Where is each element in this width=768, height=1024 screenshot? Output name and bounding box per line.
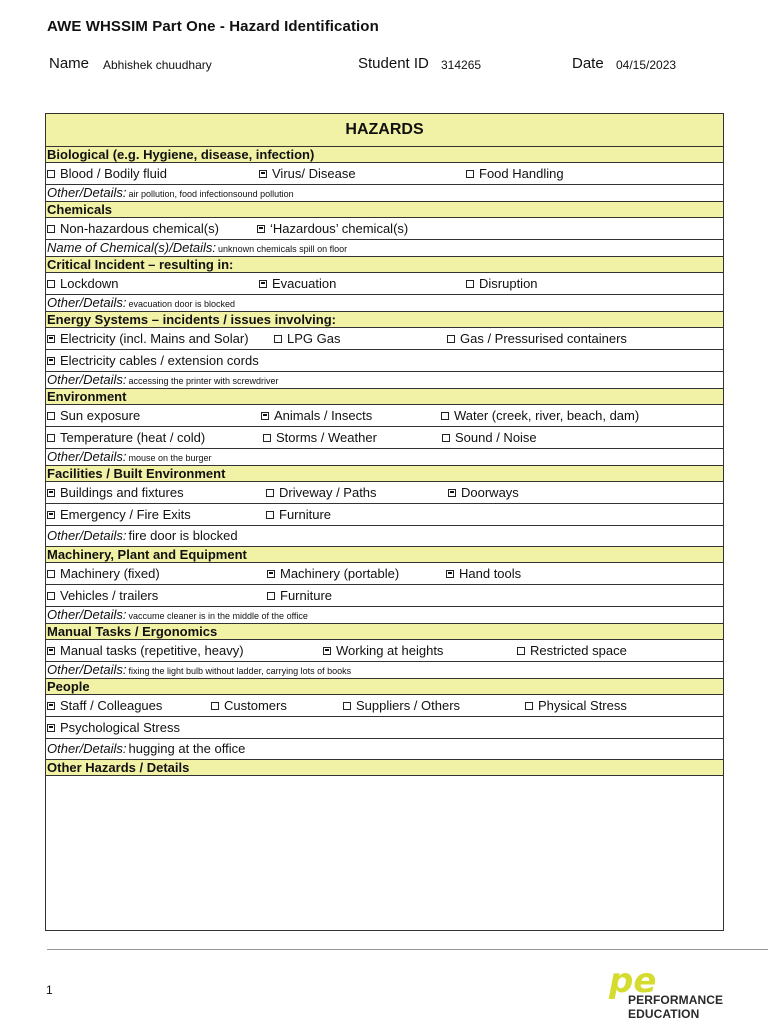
checkbox-checked-icon[interactable] — [47, 335, 55, 343]
category-header: Critical Incident – resulting in: — [46, 257, 723, 273]
details-label: Other/Details: — [47, 662, 127, 677]
options-row — [46, 717, 723, 739]
option-label: Psychological Stress — [60, 720, 180, 735]
category-header: Environment — [46, 389, 723, 405]
checkbox-unchecked-icon[interactable] — [442, 434, 450, 442]
details-value[interactable]: fixing the light bulb without ladder, carrying lots of books — [128, 666, 352, 676]
option-label: Animals / Insects — [274, 408, 373, 423]
hazard-option[interactable] — [47, 350, 259, 371]
date-label: Date — [572, 55, 604, 72]
checkbox-unchecked-icon[interactable] — [525, 702, 533, 710]
checkbox-checked-icon[interactable] — [323, 647, 331, 655]
details-label: Other/Details: — [47, 295, 127, 310]
option-label: Lockdown — [60, 276, 119, 291]
option-label: Evacuation — [272, 276, 337, 291]
category-header: Facilities / Built Environment — [46, 466, 723, 482]
option-label: Disruption — [479, 276, 538, 291]
hazard-option[interactable] — [266, 504, 331, 525]
checkbox-checked-icon[interactable] — [47, 357, 55, 365]
hazard-option[interactable] — [446, 563, 521, 584]
checkbox-unchecked-icon[interactable] — [47, 570, 55, 578]
svg-text:pe: pe — [609, 962, 657, 1001]
hazards-title: HAZARDS — [46, 114, 723, 147]
options-row — [46, 695, 723, 717]
hazard-option[interactable] — [47, 585, 158, 606]
checkbox-unchecked-icon[interactable] — [343, 702, 351, 710]
checkbox-checked-icon[interactable] — [259, 280, 267, 288]
checkbox-unchecked-icon[interactable] — [267, 592, 275, 600]
option-label: Manual tasks (repetitive, heavy) — [60, 643, 244, 658]
details-label: Other/Details: — [47, 449, 127, 464]
details-label: Other/Details: — [47, 528, 127, 543]
checkbox-checked-icon[interactable] — [47, 724, 55, 732]
page-number: 1 — [46, 983, 53, 997]
hazards-table — [45, 113, 724, 931]
category-header: Biological (e.g. Hygiene, disease, infection) — [46, 147, 723, 163]
option-label: Vehicles / trailers — [60, 588, 159, 603]
details-value[interactable]: vaccume cleaner is in the middle of the office — [128, 611, 308, 621]
option-label: Doorways — [461, 485, 519, 500]
checkbox-unchecked-icon[interactable] — [47, 225, 55, 233]
hazard-option[interactable] — [517, 640, 627, 661]
options-row — [46, 218, 723, 240]
option-label: Restricted space — [530, 643, 627, 658]
hazard-option[interactable] — [447, 328, 627, 349]
hazard-option[interactable] — [343, 695, 460, 716]
checkbox-unchecked-icon[interactable] — [447, 335, 455, 343]
checkbox-checked-icon[interactable] — [259, 170, 267, 178]
hazard-option[interactable] — [47, 273, 119, 294]
details-value[interactable]: mouse on the burger — [128, 453, 212, 463]
details-row — [46, 372, 723, 389]
options-row — [46, 405, 723, 427]
performance-education-logo — [605, 962, 725, 1022]
hazard-option[interactable] — [47, 640, 244, 661]
option-label: Water (creek, river, beach, dam) — [454, 408, 640, 423]
checkbox-unchecked-icon[interactable] — [47, 592, 55, 600]
checkbox-unchecked-icon[interactable] — [466, 170, 474, 178]
student-id-value[interactable]: 314265 — [441, 58, 482, 72]
hazard-option[interactable] — [261, 405, 372, 426]
option-label: Blood / Bodily fluid — [60, 166, 167, 181]
option-label: Machinery (fixed) — [60, 566, 160, 581]
details-row — [46, 662, 723, 679]
option-label: Virus/ Disease — [272, 166, 356, 181]
details-row — [46, 607, 723, 624]
hazard-option[interactable] — [259, 163, 356, 184]
option-label: Buildings and fixtures — [60, 485, 184, 500]
hazard-option[interactable] — [525, 695, 627, 716]
checkbox-unchecked-icon[interactable] — [266, 511, 274, 519]
options-row — [46, 427, 723, 449]
hazard-option[interactable] — [47, 427, 205, 448]
details-row — [46, 449, 723, 466]
hazard-option[interactable] — [466, 273, 538, 294]
hazard-option[interactable] — [263, 427, 377, 448]
options-row — [46, 563, 723, 585]
option-label: Furniture — [279, 507, 332, 522]
details-label: Other/Details: — [47, 741, 127, 756]
category-header: Other Hazards / Details — [46, 760, 723, 776]
options-row — [46, 640, 723, 662]
hazard-option[interactable] — [47, 504, 191, 525]
options-row — [46, 585, 723, 607]
option-label: Suppliers / Others — [356, 698, 461, 713]
details-value[interactable]: unknown chemicals spill on floor — [218, 244, 348, 254]
option-label: Emergency / Fire Exits — [60, 507, 191, 522]
checkbox-checked-icon[interactable] — [47, 647, 55, 655]
option-label: Electricity cables / extension cords — [60, 353, 259, 368]
option-label: Working at heights — [336, 643, 444, 658]
option-label: Staff / Colleagues — [60, 698, 163, 713]
category-header: Chemicals — [46, 202, 723, 218]
hazard-option[interactable] — [47, 717, 180, 738]
checkbox-unchecked-icon[interactable] — [47, 170, 55, 178]
brand-line-1: PERFORMANCE — [628, 993, 724, 1007]
checkbox-unchecked-icon[interactable] — [266, 489, 274, 497]
checkbox-unchecked-icon[interactable] — [47, 434, 55, 442]
hazard-option[interactable] — [211, 695, 287, 716]
hazard-option[interactable] — [47, 218, 219, 239]
student-id-label: Student ID — [358, 55, 429, 72]
checkbox-checked-icon[interactable] — [47, 511, 55, 519]
option-label: Hand tools — [459, 566, 522, 581]
hazard-option[interactable] — [259, 273, 336, 294]
details-value[interactable]: evacuation door is blocked — [128, 299, 236, 309]
checkbox-checked-icon[interactable] — [446, 570, 454, 578]
option-label: ‘Hazardous’ chemical(s) — [270, 221, 409, 236]
checkbox-unchecked-icon[interactable] — [274, 335, 282, 343]
hazard-option[interactable] — [47, 695, 162, 716]
checkbox-checked-icon[interactable] — [448, 489, 456, 497]
hazard-option[interactable] — [267, 563, 399, 584]
details-row — [46, 185, 723, 202]
checkbox-unchecked-icon[interactable] — [211, 702, 219, 710]
details-value[interactable]: accessing the printer with screwdriver — [128, 376, 279, 386]
hazard-option[interactable] — [257, 218, 408, 239]
option-label: Machinery (portable) — [280, 566, 400, 581]
checkbox-unchecked-icon[interactable] — [517, 647, 525, 655]
name-value[interactable]: Abhishek chuudhary — [103, 58, 212, 72]
details-value[interactable]: fire door is blocked — [128, 528, 238, 543]
hazard-option[interactable] — [47, 405, 140, 426]
option-label: LPG Gas — [287, 331, 341, 346]
options-row — [46, 328, 723, 350]
option-label: Sound / Noise — [455, 430, 537, 445]
hazard-rows — [46, 147, 723, 930]
checkbox-unchecked-icon[interactable] — [263, 434, 271, 442]
checkbox-unchecked-icon[interactable] — [466, 280, 474, 288]
option-label: Customers — [224, 698, 287, 713]
details-row — [46, 739, 723, 760]
options-row — [46, 504, 723, 526]
details-label: Other/Details: — [47, 607, 127, 622]
options-row — [46, 482, 723, 504]
option-label: Gas / Pressurised containers — [460, 331, 627, 346]
category-header: People — [46, 679, 723, 695]
options-row — [46, 273, 723, 295]
hazard-option[interactable] — [448, 482, 519, 503]
checkbox-checked-icon[interactable] — [267, 570, 275, 578]
hazard-option[interactable] — [442, 427, 537, 448]
details-label: Other/Details: — [47, 372, 127, 387]
hazard-option[interactable] — [267, 585, 332, 606]
category-header: Manual Tasks / Ergonomics — [46, 624, 723, 640]
details-row — [46, 526, 723, 547]
date-value[interactable]: 04/15/2023 — [616, 58, 677, 72]
option-label: Furniture — [280, 588, 333, 603]
hazard-option[interactable] — [266, 482, 377, 503]
checkbox-unchecked-icon[interactable] — [441, 412, 449, 420]
option-label: Non-hazardous chemical(s) — [60, 221, 219, 236]
name-label: Name — [49, 55, 90, 72]
hazard-option[interactable] — [47, 482, 184, 503]
checkbox-checked-icon[interactable] — [47, 489, 55, 497]
hazard-option[interactable] — [441, 405, 639, 426]
hazard-option[interactable] — [466, 163, 564, 184]
hazard-option[interactable] — [274, 328, 340, 349]
checkbox-unchecked-icon[interactable] — [47, 412, 55, 420]
hazard-option[interactable] — [323, 640, 443, 661]
option-label: Driveway / Paths — [279, 485, 377, 500]
details-row — [46, 240, 723, 257]
option-label: Physical Stress — [538, 698, 627, 713]
checkbox-checked-icon[interactable] — [257, 225, 265, 233]
options-row — [46, 163, 723, 185]
brand-line-2: EDUCATION — [628, 1007, 700, 1021]
doc-title: AWE WHSSIM Part One - Hazard Identification — [47, 18, 379, 35]
checkbox-unchecked-icon[interactable] — [47, 280, 55, 288]
details-value[interactable]: hugging at the office — [128, 741, 246, 756]
option-label: Electricity (incl. Mains and Solar) — [60, 331, 249, 346]
details-value[interactable]: air pollution, food infectionsound pollution — [128, 189, 294, 199]
hazard-option[interactable] — [47, 163, 167, 184]
checkbox-checked-icon[interactable] — [47, 702, 55, 710]
details-label: Other/Details: — [47, 185, 127, 200]
details-label: Name of Chemical(s)/Details: — [47, 240, 217, 255]
hazard-option[interactable] — [47, 328, 249, 349]
category-header: Machinery, Plant and Equipment — [46, 547, 723, 563]
hazard-option[interactable] — [47, 563, 160, 584]
option-label: Sun exposure — [60, 408, 141, 423]
option-label: Food Handling — [479, 166, 564, 181]
details-row — [46, 295, 723, 312]
options-row — [46, 350, 723, 372]
category-header: Energy Systems – incidents / issues involving: — [46, 312, 723, 328]
footer-divider — [47, 949, 768, 950]
option-label: Temperature (heat / cold) — [60, 430, 206, 445]
checkbox-checked-icon[interactable] — [261, 412, 269, 420]
option-label: Storms / Weather — [276, 430, 377, 445]
other-hazards-field[interactable] — [46, 776, 723, 930]
